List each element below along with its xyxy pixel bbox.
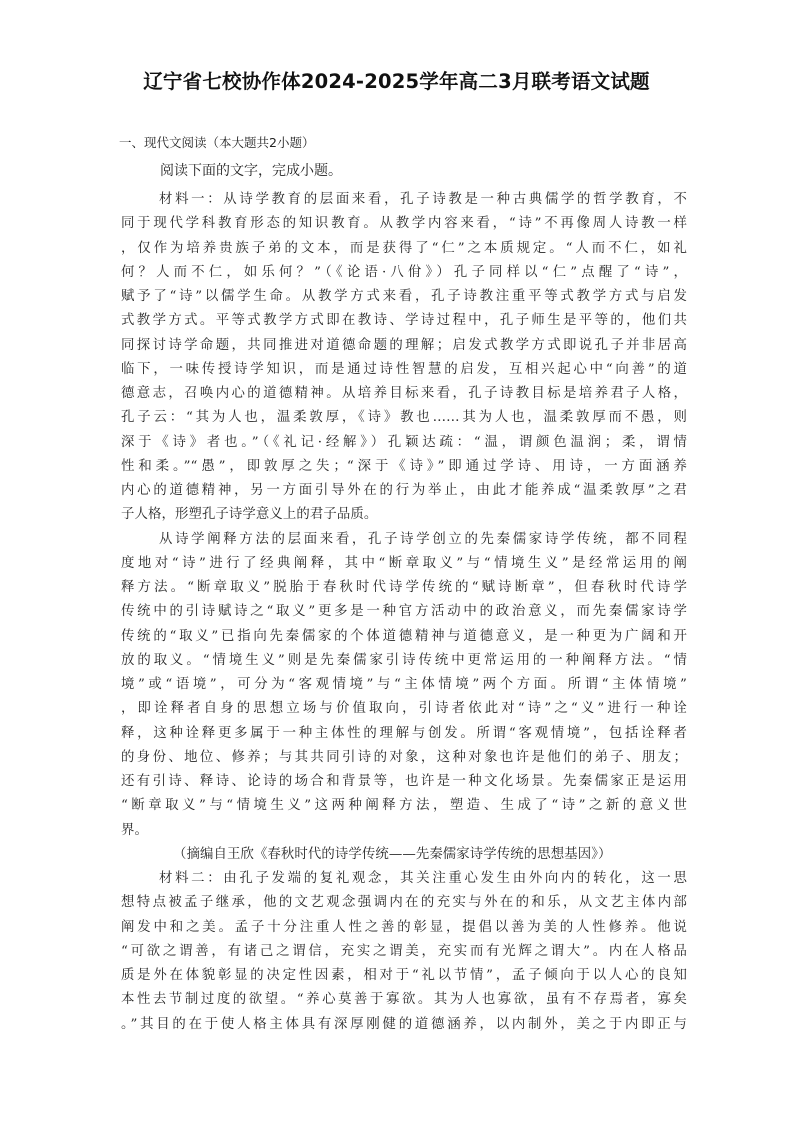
passage-line: 质是外在体貌彰显的决定性因素，相对于“礼以节情”，孟子倾向于以人心的良知 [121,968,687,983]
passage-line: “可欲之谓善，有诸己之谓信，充实之谓美，充实而有光辉之谓大”。内在人格品 [121,943,687,959]
passage-line: 内心的道德精神，另一方面引导外在的行为举止，由此才能养成“温柔敦厚”之君 [121,483,687,498]
passage-line: 式教学方式。平等式教学方式即在教诗、学诗过程中，孔子师生是平等的，他们共 [121,313,687,329]
passage-line: 本性去节制过度的欲望。“养心莫善于寡欲。其为人也寡欲，虽有不存焉者，寡矣 [121,992,687,1008]
passage-line: 何？人而不仁，如乐何？”（《论语·八佾》）孔子同样以“仁”点醒了“诗”， [121,264,687,280]
passage-line: 临下，一味传授诗学知识，而是通过诗性智慧的启发，互相兴起心中“向善”的道 [121,361,687,377]
section-heading: 一、现代文阅读（本大题共2小题） [119,135,315,150]
passage-line: 界。 [121,822,148,838]
passage-line: 还有引诗、释诗、论诗的场合和背景等，也许是一种文化场景。先秦儒家正是运用 [121,774,687,789]
passage-line: 想特点被孟子继承，他的文艺观念强调内在的充实与外在的和乐，从文艺主体内部 [121,895,687,911]
passage-line: 的身份、地位、修养；与其共同引诗的对象，这种对象也许是他们的弟子、朋友； [121,749,687,765]
passage-line: 。”其目的在于使人格主体具有深厚刚健的道德涵养，以内制外，美之于内即正与 [121,1016,687,1032]
passage-line: 性和柔。”“愚”，即敦厚之失；“深于《诗》”即通过学诗、用诗，一方面涵养 [121,458,687,474]
passage-line: 境”或“语境”，可分为“客观情境”与“主体情境”两个方面。所谓“主体情境” [121,677,687,692]
passage-line: 赋予了“诗”以儒学生命。从教学方式来看，孔子诗教注重平等式教学方式与启发 [121,289,687,304]
document-title: 辽宁省七校协作体2024-2025学年高二3月联考语文试题 [143,70,650,93]
passage-line: （摘编自王欣《春秋时代的诗学传统——先秦儒家诗学传统的思想基因》） [173,846,612,862]
passage-line: 孔子云：“其为人也，温柔敦厚，《诗》教也……其为人也，温柔敦厚而不愚，则 [121,410,687,426]
passage-line: 材料一：从诗学教育的层面来看，孔子诗教是一种古典儒学的哲学教育，不 [159,192,687,207]
passage-line: 释方法。“断章取义”脱胎于春秋时代诗学传统的“赋诗断章”，但春秋时代诗学 [121,580,687,595]
passage-line: 传统中的引诗赋诗之“取义”更多是一种官方活动中的政治意义，而先秦儒家诗学 [121,604,687,620]
passage-line: “断章取义”与“情境生义”这两种阐释方法，塑造、生成了“诗”之新的意义世 [121,798,687,814]
passage-line: 同探讨诗学命题，共同推进对道德命题的理解；启发式教学方式即说孔子并非居高 [121,337,687,353]
passage-line: 同于现代学科教育形态的知识教育。从教学内容来看，“诗”不再像周人诗教一样 [121,216,687,232]
passage-line: 释，这种诠释更多属于一种主体性的理解与创发。所谓“客观情境”，包括诠释者 [121,725,687,741]
passage-line: 放的取义。“情境生义”则是先秦儒家引诗传统中更常运用的一种阐释方法。“情 [121,652,687,668]
passage-body [121,188,687,1037]
passage-line: ，仅作为培养贵族子弟的文本，而是获得了“仁”之本质规定。“人而不仁，如礼 [121,240,687,256]
passage-line: 传统的“取义”已指向先秦儒家的个体道德精神与道德意义，是一种更为广阔和开 [121,628,687,644]
passage-line: 材料二：由孔子发端的复礼观念，其关注重心发生由外向内的转化，这一思 [159,871,687,886]
reading-instruction: 阅读下面的文字，完成小题。 [160,163,342,179]
passage-line: 从诗学阐释方法的层面来看，孔子诗学创立的先秦儒家诗学传统，都不同程 [159,531,687,547]
passage-line: 德意志，召唤内心的道德精神。从培养目标来看，孔子诗教目标是培养君子人格， [121,386,687,401]
passage-line: 阐发中和之美。孟子十分注重人性之善的彰显，提倡以善为美的人性修养。他说 [121,919,687,935]
passage-line: 度地对“诗”进行了经典阐释，其中“断章取义”与“情境生义”是经常运用的阐 [121,555,687,571]
passage-line: ，即诠释者自身的思想立场与价值取向，引诗者依此对“诗”之“义”进行一种诠 [121,701,687,717]
passage-line: 子人格，形塑孔子诗学意义上的君子品质。 [121,507,378,523]
passage-line: 深于《诗》者也。”（《礼记·经解》）孔颖达疏：“温，谓颜色温润；柔，谓情 [121,434,687,450]
